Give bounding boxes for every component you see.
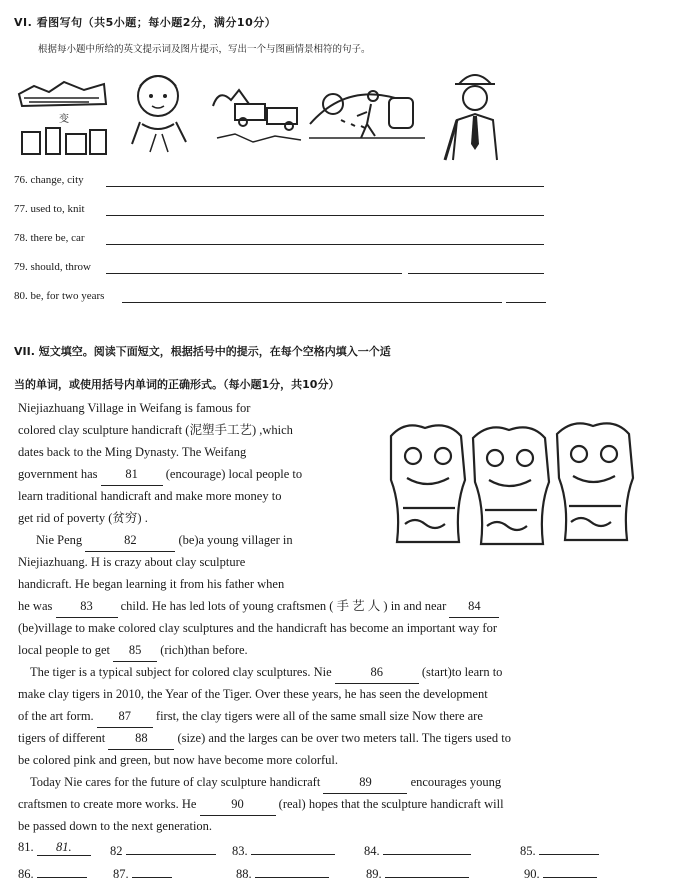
prompt-76 [14, 174, 84, 186]
answer-89 [366, 863, 469, 882]
answer-line-79b[interactable] [408, 273, 544, 274]
answer-82-line[interactable] [126, 840, 216, 855]
answer-86 [18, 863, 87, 882]
p2-text-b: (be)a young villager in [178, 533, 293, 547]
p1-line5: learn traditional handicraft and make more money to [18, 489, 282, 503]
answer-84-label: 84. [364, 844, 380, 858]
prompt-80-text: 80. be, for two years [14, 290, 105, 302]
answer-82 [110, 840, 216, 859]
answer-90 [524, 863, 597, 882]
clay-tiger-picture [385, 416, 640, 558]
answer-83-label: 83. [232, 844, 248, 858]
answer-89-line[interactable] [385, 863, 469, 878]
p2-line6 [18, 639, 248, 662]
blank-89[interactable]: 89 [323, 771, 407, 794]
prompt-77-text: 77. used to, knit [14, 203, 85, 215]
p2-line2: Niejiazhuang. H is crazy about clay sculpture [18, 555, 246, 569]
p3-text-d: first, the clay tigers were all of the same small size Now there are [155, 709, 483, 723]
p4-line3: be passed down to the next generation. [18, 819, 213, 833]
blank-84[interactable]: 84 [449, 595, 499, 618]
answer-88-line[interactable] [255, 863, 329, 878]
p3-text-f: (size) and the larges can be over two meters tall. The tigers used to [177, 731, 511, 745]
section-6-heading: VI. 看图写句（共5小题；每小题2分，满分10分） [14, 16, 277, 29]
answer-84 [364, 840, 471, 859]
p1-line3: dates back to the Ming Dynasty. The Weifang [18, 445, 247, 459]
picture-cars [205, 64, 310, 164]
p1-text-a: government has [18, 467, 98, 481]
p2-text-a: Nie Peng [36, 533, 83, 547]
prompt-79 [14, 261, 91, 273]
p4-text-a: Today Nie cares for the future of clay sculpture handicraft [30, 775, 321, 789]
p3-line5: be colored pink and green, but now have become more colorful. [18, 753, 339, 767]
prompt-79-text: 79. should, throw [14, 261, 91, 273]
p1-text-b: (encourage) local people to [165, 467, 303, 481]
p3-line3 [18, 705, 483, 728]
answer-88 [236, 863, 329, 882]
answer-81-label: 81. [18, 840, 34, 854]
answer-86-line[interactable] [37, 863, 87, 878]
answer-line-79a[interactable] [106, 273, 402, 274]
answer-81 [18, 840, 91, 856]
answer-89-label: 89. [366, 867, 382, 881]
p4-text-c: craftsmen to create more works. He [18, 797, 197, 811]
p4-text-b: encourages young [410, 775, 502, 789]
answer-line-76[interactable] [106, 186, 544, 187]
p3-line2: make clay tigers in 2010, the Year of the Tiger. Over these years, he has seen the development [18, 687, 488, 701]
answer-87-line[interactable] [132, 863, 172, 878]
p3-text-e: tigers of different [18, 731, 106, 745]
answer-line-78[interactable] [106, 244, 544, 245]
p4-text-d: (real) hopes that the sculpture handicraft will [278, 797, 504, 811]
blank-85[interactable]: 85 [113, 639, 157, 662]
picture-worker [435, 64, 515, 164]
answer-line-77[interactable] [106, 215, 544, 216]
answer-84-line[interactable] [383, 840, 471, 855]
p1-line4 [18, 463, 302, 486]
p4-line1 [30, 771, 501, 794]
answer-line-80a[interactable] [122, 302, 502, 303]
picture-city [14, 64, 114, 164]
blank-83[interactable]: 83 [56, 595, 118, 618]
p2-line4 [18, 595, 499, 618]
p2-line3: handicraft. He began learning it from his father when [18, 577, 285, 591]
blank-81[interactable]: 81 [101, 463, 163, 486]
p1-line2: colored clay sculpture handicraft (泥塑手工艺) ,which [18, 423, 293, 437]
p2-text-f: (rich)than before. [160, 643, 248, 657]
svg-text:变: 变 [59, 114, 69, 125]
p4-line2 [18, 793, 504, 816]
prompt-78-text: 78. there be, car [14, 232, 85, 244]
p3-line1 [30, 661, 502, 684]
prompt-80 [14, 290, 104, 302]
section-7-heading-line2: 当的单词，或使用括号内单词的正确形式。（每小题1分，共10分） [14, 378, 340, 391]
picture-throw-rubbish [305, 64, 435, 164]
answer-86-label: 86. [18, 867, 34, 881]
blank-87[interactable]: 87 [97, 705, 153, 728]
p2-text-d: child. He has led lots of young craftsmen ( 手 艺 人 ) in and near [120, 599, 447, 613]
p2-text-e: local people to get [18, 643, 110, 657]
answer-82-label: 82 [110, 844, 123, 858]
blank-82[interactable]: 82 [85, 529, 175, 552]
answer-line-80b[interactable] [506, 302, 546, 303]
picture-girl-knitting [120, 64, 200, 164]
prompt-76-text: 76. change, city [14, 174, 84, 186]
section-7-heading-line1: VII. 短文填空。阅读下面短文，根据括号中的提示，在每个空格内填入一个适 [14, 345, 391, 358]
p3-line4 [18, 727, 511, 750]
prompt-78 [14, 232, 85, 244]
answer-87 [113, 863, 172, 882]
answer-81-line[interactable]: 81. [37, 840, 91, 856]
p2-line5: (be)village to make colored clay sculptures and the handicraft has become an important way for [18, 621, 497, 635]
prompt-77 [14, 203, 85, 215]
blank-88[interactable]: 88 [108, 727, 174, 750]
p2-text-c: he was [18, 599, 53, 613]
p2-line1 [36, 529, 293, 552]
answer-83 [232, 840, 335, 859]
p3-text-c: of the art form. [18, 709, 94, 723]
answer-85 [520, 840, 599, 859]
answer-88-label: 88. [236, 867, 252, 881]
p3-text-a: The tiger is a typical subject for colored clay sculptures. Nie [30, 665, 332, 679]
p1-line1: Niejiazhuang Village in Weifang is famous for [18, 401, 251, 415]
blank-90[interactable]: 90 [200, 793, 276, 816]
answer-87-label: 87. [113, 867, 129, 881]
p3-text-b: (start)to learn to [421, 665, 503, 679]
p1-line6: get rid of poverty (贫穷) . [18, 511, 148, 525]
answer-85-line[interactable] [539, 840, 599, 855]
blank-86[interactable]: 86 [335, 661, 419, 684]
section-6-instruction: 根据每小题中所给的英文提示词及图片提示，写出一个与图画情景相符的句子。 [38, 45, 371, 55]
answer-83-line[interactable] [251, 840, 335, 855]
answer-85-label: 85. [520, 844, 536, 858]
answer-90-label: 90. [524, 867, 540, 881]
answer-90-line[interactable] [543, 863, 597, 878]
